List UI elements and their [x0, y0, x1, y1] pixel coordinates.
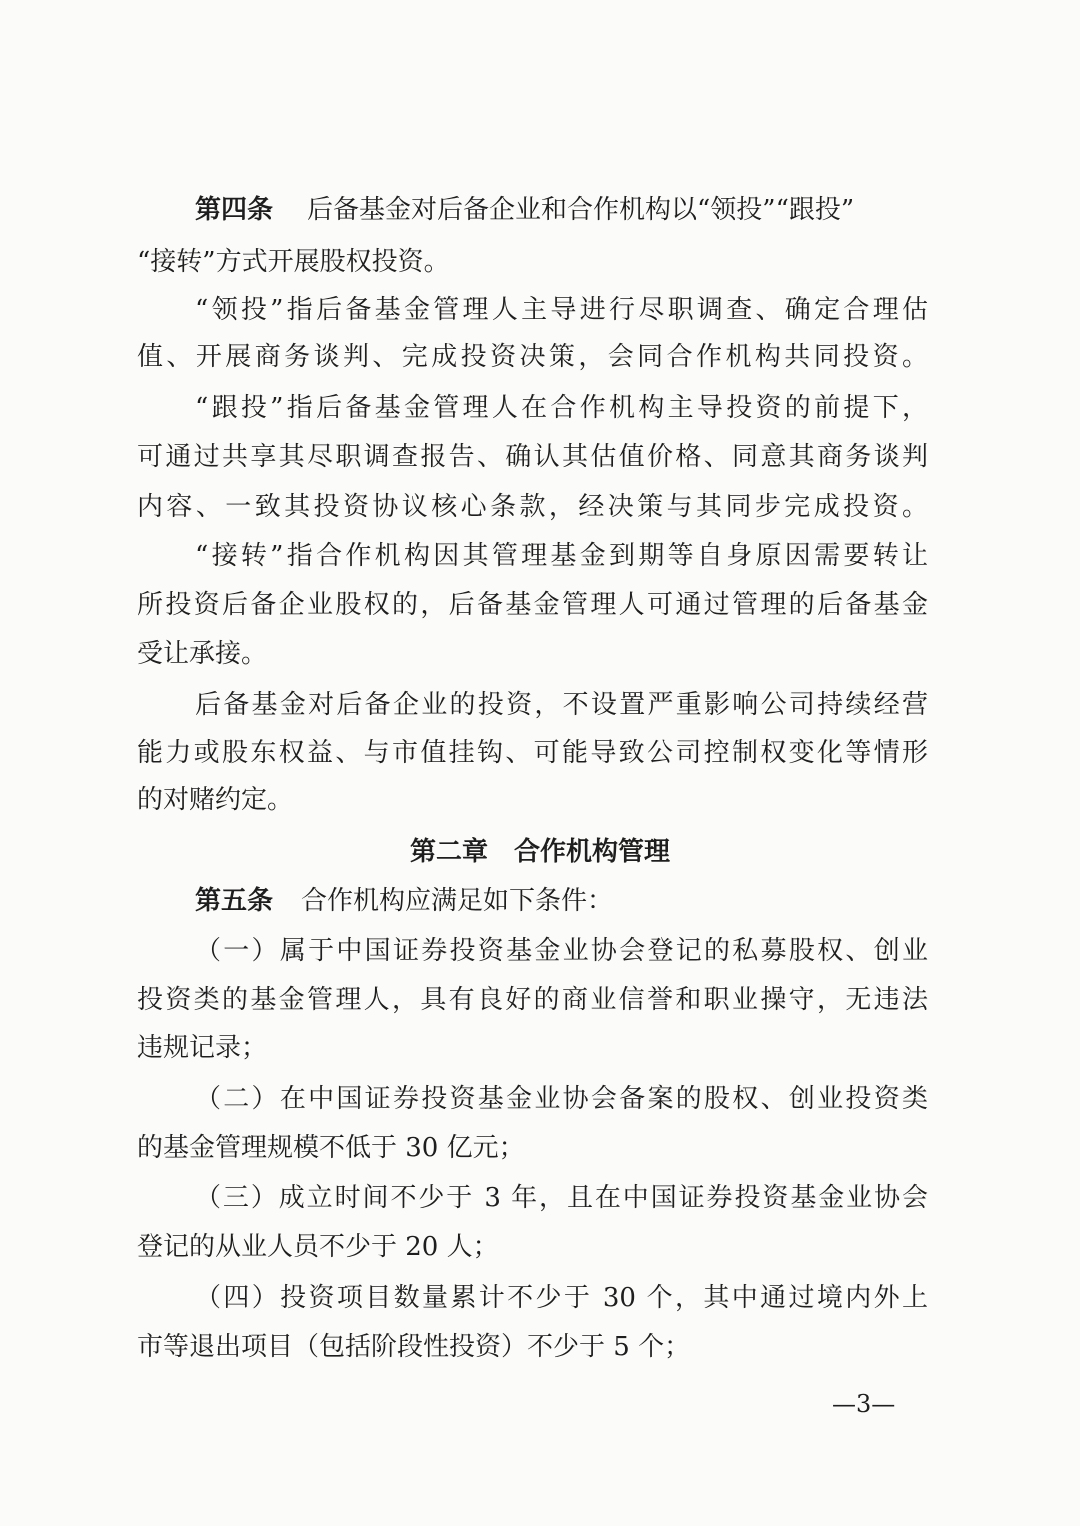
paragraph-line: 受让承接。 [137, 639, 268, 669]
paragraph-line: 违规记录； [137, 1033, 268, 1063]
article-5-label: 第五条 [195, 886, 274, 916]
article-5-text: 合作机构应满足如下条件： [301, 886, 614, 916]
paragraph-line: 后备基金对后备企业的投资，不设置严重影响公司持续经营 [195, 690, 928, 720]
paragraph-line: （四）投资项目数量累计不少于 30 个，其中通过境内外上 [195, 1283, 928, 1313]
paragraph-line: （三）成立时间不少于 3 年，且在中国证券投资基金业协会 [195, 1183, 928, 1213]
paragraph-line: 能力或股东权益、与市值挂钩、可能导致公司控制权变化等情形 [137, 738, 928, 768]
chapter-heading: 第二章 合作机构管理 [409, 837, 670, 867]
article-4-label: 第四条 [195, 195, 274, 225]
paragraph-line: 的基金管理规模不低于 30 亿元； [137, 1133, 525, 1163]
paragraph-line: 市等退出项目（包括阶段性投资）不少于 5 个； [137, 1332, 691, 1362]
paragraph-line: 的对赌约定。 [137, 785, 294, 815]
paragraph-line: “接转”指合作机构因其管理基金到期等自身原因需要转让 [195, 541, 928, 571]
paragraph-line: 投资类的基金管理人，具有良好的商业信誉和职业操守，无违法 [137, 985, 928, 1015]
paragraph-line: （一）属于中国证券投资基金业协会登记的私募股权、创业 [195, 936, 928, 966]
article-4-text: 后备基金对后备企业和合作机构以“领投”“跟投” [307, 195, 855, 225]
page-number: —3— [832, 1390, 896, 1418]
paragraph-line: 值、开展商务谈判、完成投资决策，会同合作机构共同投资。 [137, 342, 928, 372]
paragraph-line: “接转”方式开展股权投资。 [137, 247, 450, 277]
article-4-first-line [195, 193, 928, 227]
article-5-first-line [195, 884, 928, 918]
paragraph-line: “领投”指后备基金管理人主导进行尽职调查、确定合理估 [195, 295, 928, 325]
paragraph-line: 所投资后备企业股权的，后备基金管理人可通过管理的后备基金 [137, 590, 928, 620]
paragraph-line: （二）在中国证券投资基金业协会备案的股权、创业投资类 [195, 1084, 928, 1114]
paragraph-line: “跟投”指后备基金管理人在合作机构主导投资的前提下， [195, 393, 928, 423]
paragraph-line: 内容、一致其投资协议核心条款，经决策与其同步完成投资。 [137, 492, 928, 522]
paragraph-line: 可通过共享其尽职调查报告、确认其估值价格、同意其商务谈判 [137, 442, 928, 472]
paragraph-line: 登记的从业人员不少于 20 人； [137, 1232, 499, 1262]
